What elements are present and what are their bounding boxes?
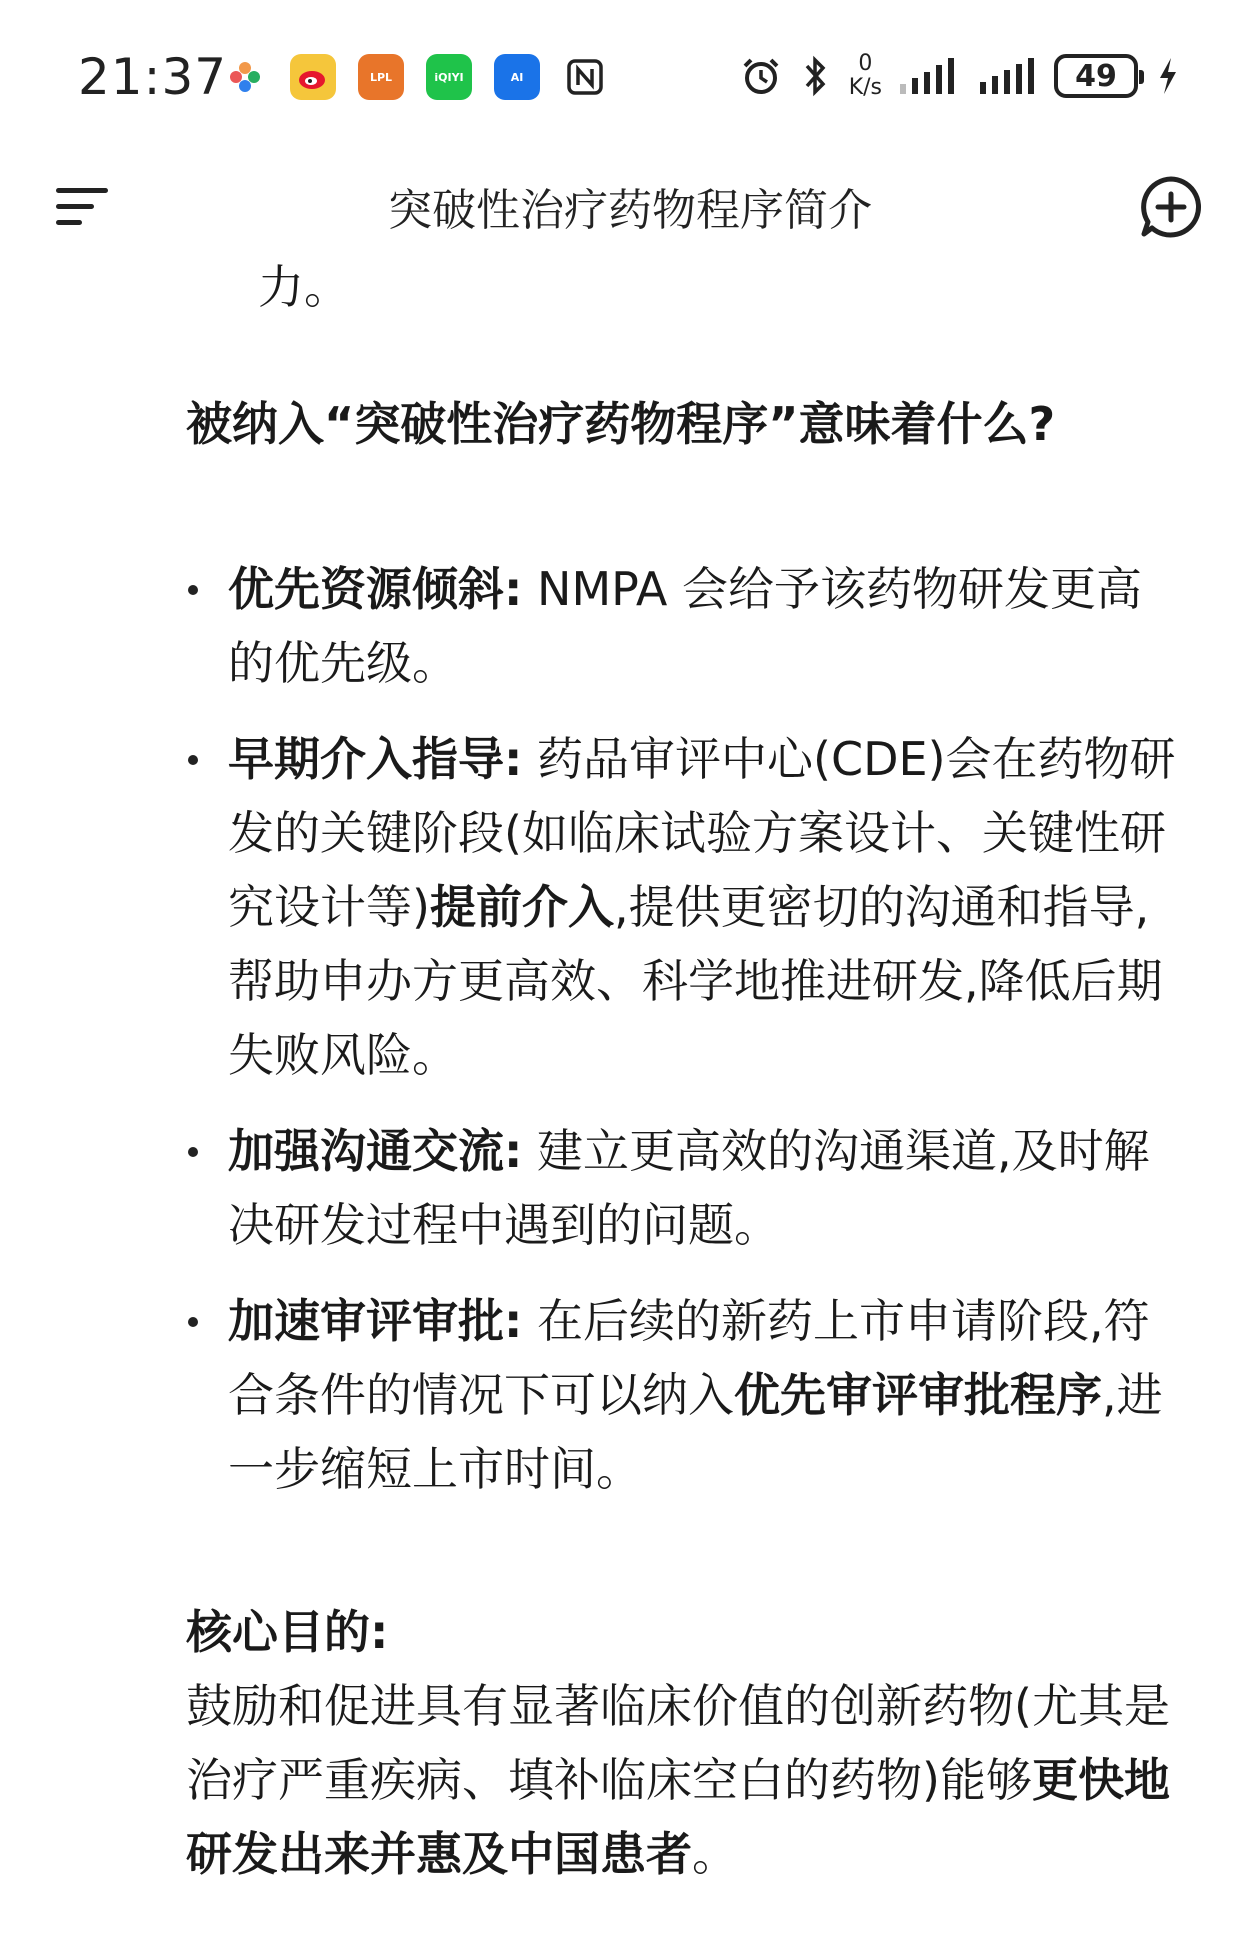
weibo-app-icon bbox=[290, 54, 336, 100]
bullet-title: 加速审评审批: bbox=[228, 1294, 523, 1348]
section-heading: 被纳入“突破性治疗药物程序”意味着什么? bbox=[186, 397, 1056, 451]
signal-strength-icon-2 bbox=[980, 56, 1036, 96]
battery-indicator bbox=[1054, 54, 1138, 98]
system-indicators bbox=[739, 52, 1180, 100]
alarm-icon bbox=[739, 54, 783, 98]
core-purpose-heading: 核心目的: bbox=[186, 1605, 389, 1659]
bullet-dot bbox=[188, 755, 198, 765]
core-end: 。 bbox=[692, 1827, 738, 1881]
bullet-title: 优先资源倾斜: bbox=[228, 562, 523, 616]
new-chat-icon bbox=[1138, 174, 1204, 240]
network-speed bbox=[849, 52, 882, 100]
list-item bbox=[186, 722, 1186, 1092]
status-time: 21:37 bbox=[78, 48, 228, 106]
bullet-dot bbox=[188, 585, 198, 595]
bullet-text: 建立更高效的沟通渠道,及时解决研发过程中遇到的问题。 bbox=[228, 1124, 1150, 1252]
list-item bbox=[186, 552, 1186, 700]
new-chat-button[interactable] bbox=[1138, 174, 1204, 240]
charging-icon bbox=[1156, 54, 1180, 98]
app-header bbox=[0, 160, 1260, 250]
network-speed-value: 0 bbox=[858, 51, 873, 76]
ai-app-label: AI bbox=[510, 70, 524, 84]
iqiyi-app-label: iQIYI bbox=[434, 70, 464, 84]
ai-app-icon bbox=[494, 54, 540, 100]
benefits-list bbox=[186, 552, 1186, 1528]
lpl-app-label: LPL bbox=[369, 70, 393, 84]
iqiyi-app-icon bbox=[426, 54, 472, 100]
bullet-dot bbox=[188, 1147, 198, 1157]
lpl-app-icon bbox=[358, 54, 404, 100]
bullet-title: 加强沟通交流: bbox=[228, 1124, 523, 1178]
battery-level: 49 bbox=[1075, 58, 1117, 94]
bullet-text: NMPA 会给予该药物研发更高的优先级。 bbox=[228, 562, 1143, 690]
text-fragment: 力。 bbox=[258, 260, 350, 314]
bullet-emphasis: 提前介入 bbox=[429, 880, 614, 934]
notification-icons bbox=[222, 54, 608, 100]
bullet-title: 早期介入指导: bbox=[228, 732, 523, 786]
bullet-emphasis: 优先审评审批程序 bbox=[734, 1368, 1102, 1422]
signal-strength-icon bbox=[900, 56, 962, 96]
list-item bbox=[186, 1114, 1186, 1262]
nfc-icon bbox=[562, 54, 608, 100]
core-emphasis: 更快地研发出来并惠及中国患者 bbox=[186, 1753, 1170, 1881]
page-title: 突破性治疗药物程序简介 bbox=[388, 185, 872, 236]
core-text: 鼓励和促进具有显著临床价值的创新药物(尤其是治疗严重疾病、填补临床空白的药物)能够 bbox=[186, 1679, 1170, 1807]
network-speed-unit: K/s bbox=[848, 75, 882, 100]
list-item bbox=[186, 1284, 1186, 1506]
bullet-text: 药品审评中心(CDE)会在药物研发的关键阶段(如临床试验方案设计、关键性研究设计等) bbox=[228, 732, 1176, 934]
bluetooth-icon bbox=[801, 54, 831, 98]
bullet-dot bbox=[188, 1317, 198, 1327]
bullet-text: 在后续的新药上市申请阶段,符合条件的情况下可以纳入 bbox=[228, 1294, 1150, 1422]
status-bar bbox=[0, 0, 1260, 160]
pinwheel-app-icon bbox=[222, 54, 268, 100]
bullet-text-cont: ,提供更密切的沟通和指导,帮助申办方更高效、科学地推进研发,降低后期失败风险。 bbox=[228, 880, 1163, 1082]
core-purpose-text bbox=[186, 1669, 1196, 1891]
bullet-text-cont: ,进一步缩短上市时间。 bbox=[228, 1368, 1163, 1496]
